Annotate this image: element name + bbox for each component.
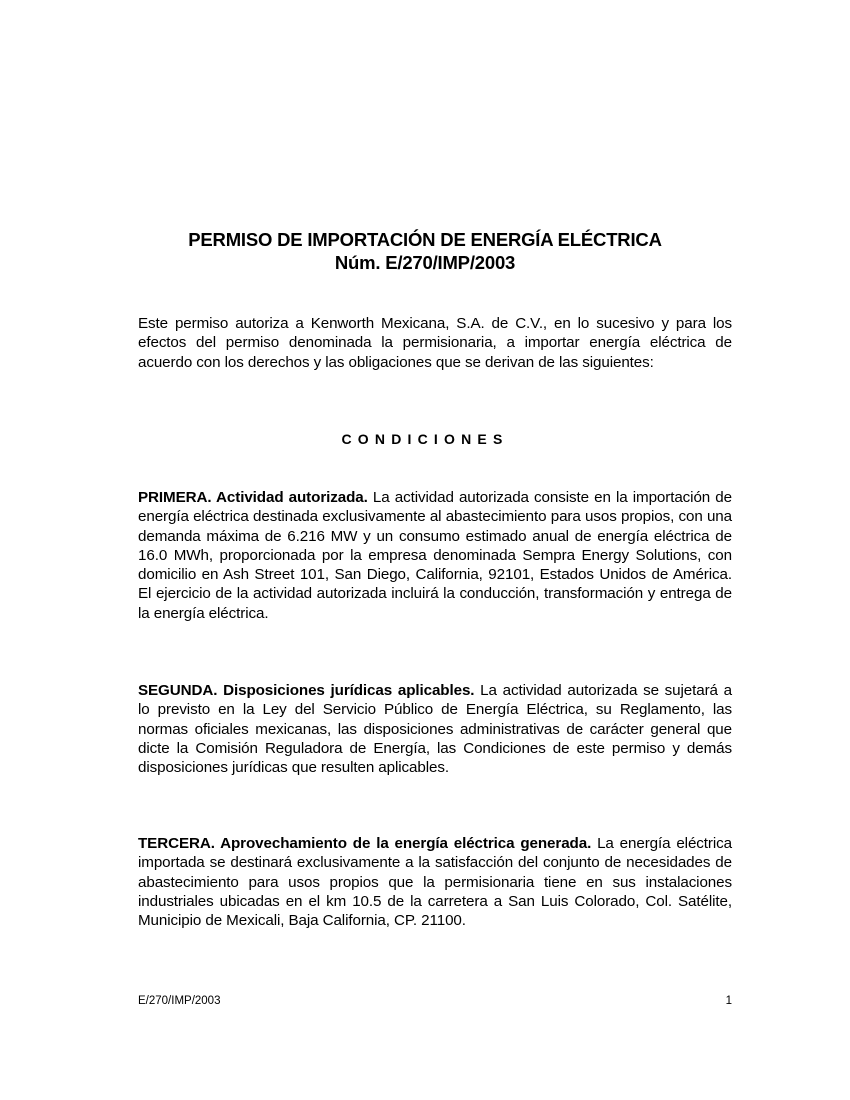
footer-reference: E/270/IMP/2003 — [138, 995, 221, 1007]
page-footer — [138, 994, 732, 1008]
condition-heading: SEGUNDA. Disposiciones jurídicas aplicables. — [138, 682, 475, 699]
title-line-1: PERMISO DE IMPORTACIÓN DE ENERGÍA ELÉCTRICA — [188, 229, 662, 250]
page-number: 1 — [725, 995, 732, 1007]
condition-heading: PRIMERA. Actividad autorizada. — [138, 489, 368, 506]
conditions-heading: CONDICIONES — [341, 431, 509, 447]
title-line-2: Núm. E/270/IMP/2003 — [334, 252, 516, 273]
intro-paragraph: Este permiso autoriza a Kenworth Mexicana, S.A. de C.V., en lo sucesivo y para los efectos del permiso denominada la permisionaria, a importar energía eléctrica de acuerdo con los derechos y las obligaciones que se derivan de las siguientes: — [138, 315, 732, 371]
condition-body: La actividad autorizada consiste en la importación de energía eléctrica destinada exclusivamente al abastecimiento para usos propios, con una demanda máxima de 6.216 MW y un consumo estimado anual de energía eléctrica de 16.0 MWh, proporcionada por la empresa denominada Sempra Energy Solutions, con domicilio en Ash Street 101, San Diego, California, 92101, Estados Unidos de América. El ejercicio de la actividad autorizada incluirá la conducción, transformación y entrega de la energía eléctrica. — [138, 489, 732, 622]
condition-body: La energía eléctrica importada se destinará exclusivamente a la satisfacción del conjunto de necesidades de abastecimiento para usos propios que la permisionaria tiene en sus instalaciones industriales ubicadas en el km 10.5 de la carretera a San Luis Colorado, Col. Satélite, Municipio de Mexicali, Baja California, CP. 21100. — [138, 835, 732, 930]
condition-primera — [138, 488, 732, 623]
document-title — [0, 228, 850, 274]
condition-heading: TERCERA. Aprovechamiento de la energía eléctrica generada. — [138, 835, 592, 852]
condition-body: La actividad autorizada se sujetará a lo previsto en la Ley del Servicio Público de Energía Eléctrica, su Reglamento, las normas oficiales mexicanas, las disposiciones administrativas de carácter general que dicte la Comisión Reguladora de Energía, las Condiciones de este permiso y demás disposiciones jurídicas que resulten aplicables. — [138, 682, 732, 777]
condition-tercera — [138, 834, 732, 930]
condition-segunda — [138, 681, 732, 777]
